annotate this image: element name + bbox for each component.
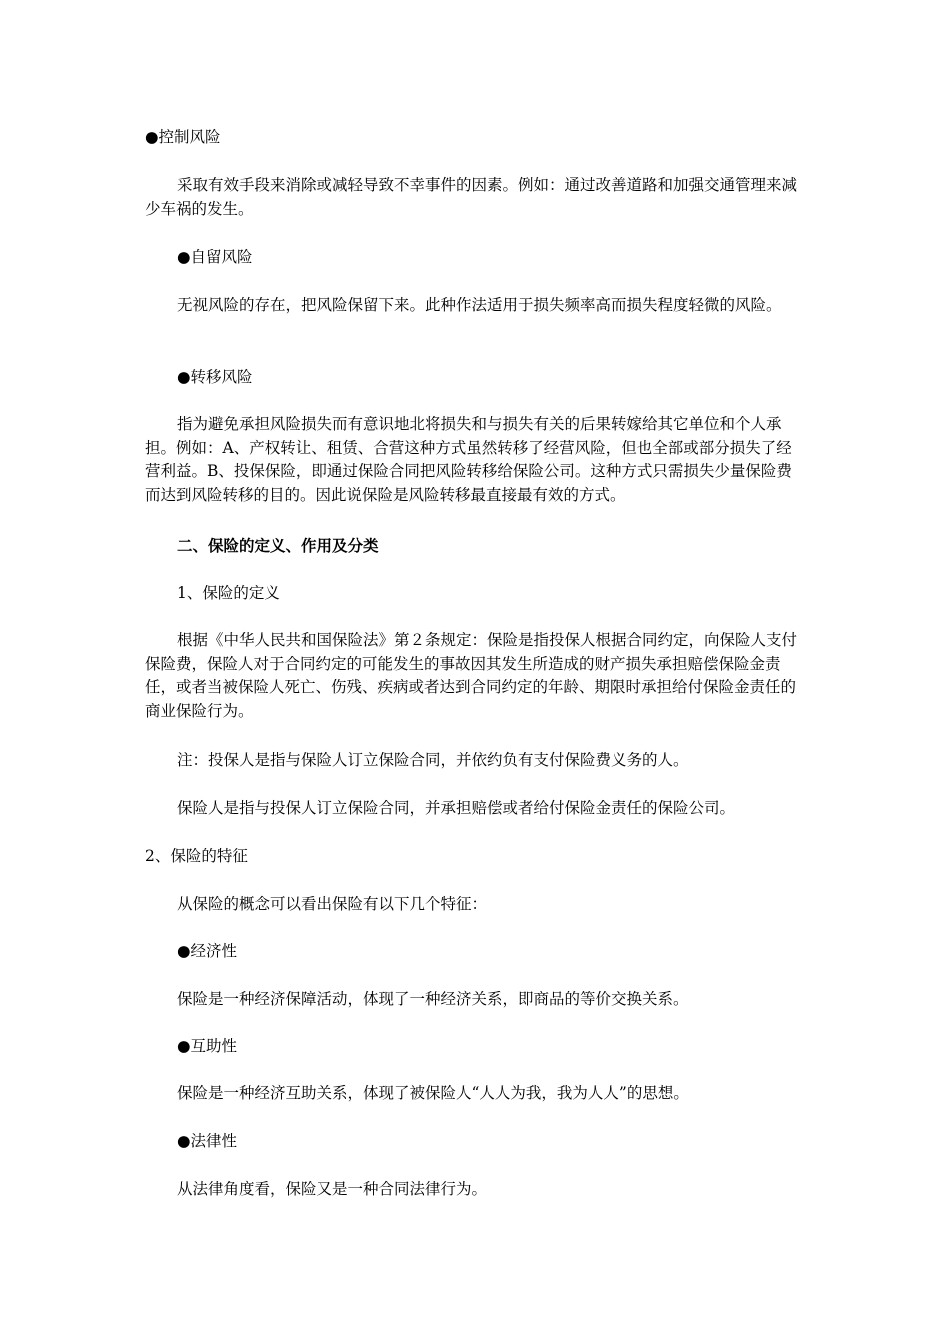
bullet-heading-mutual-aid: ●互助性 bbox=[177, 1037, 238, 1055]
paragraph-mutual-aid: 保险是一种经济互助关系，体现了被保险人“人人为我，我为人人”的思想。 bbox=[177, 1084, 689, 1102]
paragraph-control-risk: 采取有效手段来消除或减轻导致不幸事件的因素。例如：通过改善道路和加强交通管理来减少车祸的发生。 bbox=[145, 176, 798, 218]
subheading-insurance-features: 2、保险的特征 bbox=[145, 847, 248, 865]
note-insurer: 保险人是指与投保人订立保险合同，并承担赔偿或者给付保险金责任的保险公司。 bbox=[177, 799, 736, 817]
paragraph-insurance-law: 根据《中华人民共和国保险法》第２条规定：保险是指投保人根据合同约定，向保险人支付保险费，保险人对于合同约定的可能发生的事故因其发生所造成的财产损失承担赔偿保险金责任，或者当被保险人死亡、伤残、疾病或者达到合同约定的年龄、期限时承担给付保险金责任的商业保险行为。 bbox=[145, 631, 798, 721]
subheading-insurance-definition: 1、保险的定义 bbox=[177, 584, 280, 602]
bullet-heading-transfer-risk: ●转移风险 bbox=[177, 368, 253, 386]
paragraph-transfer-risk: 指为避免承担风险损失而有意识地北将损失和与损失有关的后果转嫁给其它单位和个人承担。例如：A、产权转让、租赁、合营这种方式虽然转移了经营风险，但也全部或部分损失了经营利益。B、投保保险，即通过保险合同把风险转移给保险公司。这种方式只需损失少量保险费而达到风险转移的目的。因此说保险是风险转移最直接最有效的方式。 bbox=[145, 415, 792, 505]
note-policyholder: 注：投保人是指与保险人订立保险合同，并依约负有支付保险费义务的人。 bbox=[177, 751, 689, 769]
bullet-heading-retain-risk: ●自留风险 bbox=[177, 248, 253, 266]
bullet-heading-legal: ●法律性 bbox=[177, 1132, 238, 1150]
paragraph-retain-risk: 无视风险的存在，把风险保留下来。此种作法适用于损失频率高而损失程度轻微的风险。 bbox=[177, 296, 782, 314]
section-heading-insurance-definition: 二、保险的定义、作用及分类 bbox=[177, 536, 379, 555]
paragraph-legal: 从法律角度看，保险又是一种合同法律行为。 bbox=[177, 1180, 488, 1198]
bullet-heading-control-risk: ●控制风险 bbox=[145, 128, 221, 146]
bullet-heading-economic: ●经济性 bbox=[177, 942, 238, 960]
paragraph-features-intro: 从保险的概念可以看出保险有以下几个特征： bbox=[177, 895, 488, 913]
paragraph-economic: 保险是一种经济保障活动，体现了一种经济关系，即商品的等价交换关系。 bbox=[177, 990, 689, 1008]
